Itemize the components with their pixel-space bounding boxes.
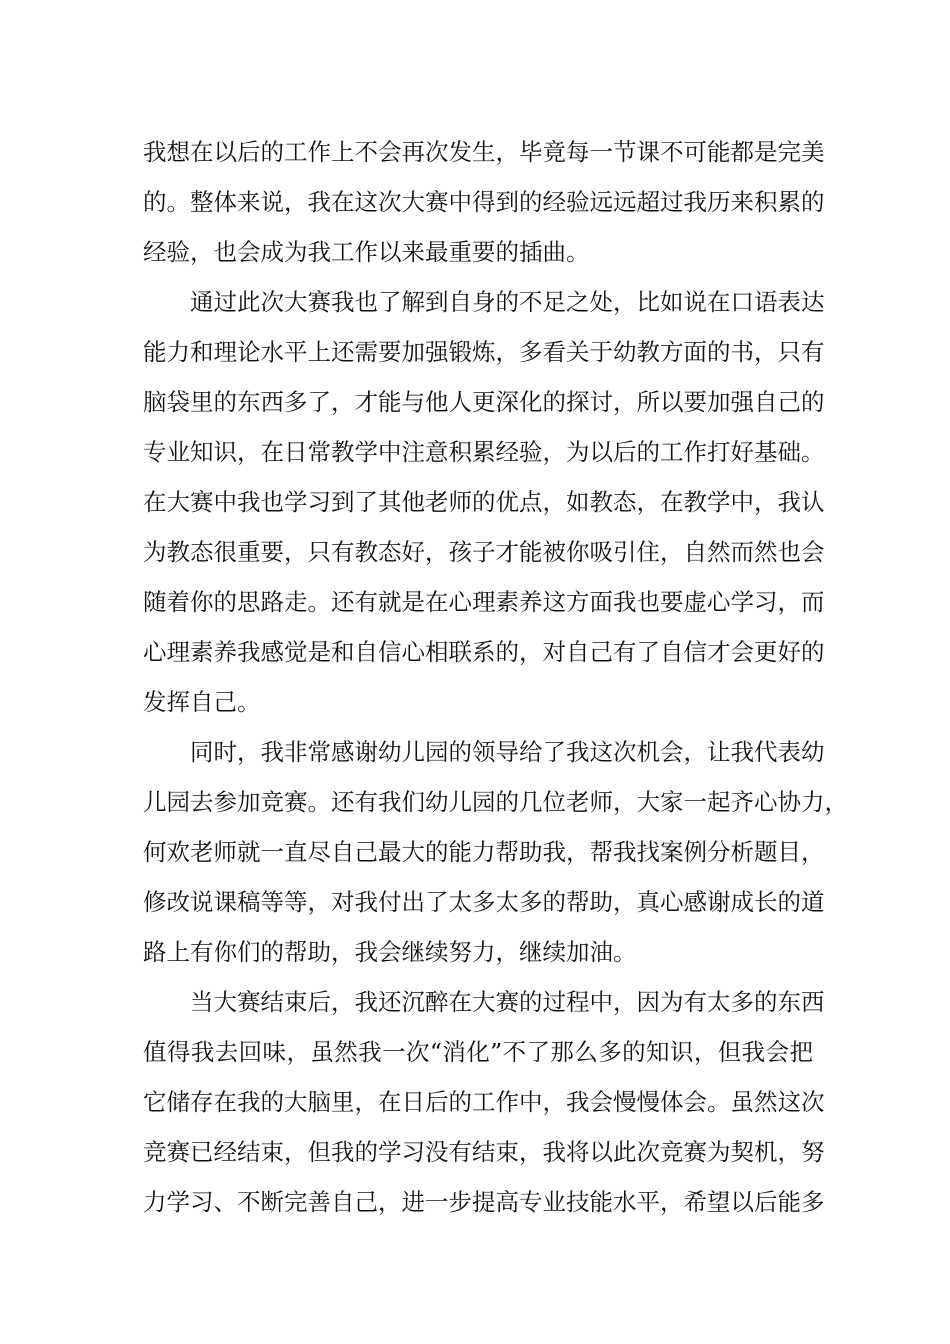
text-line: 经验，也会成为我工作以来最重要的插曲。 (143, 238, 590, 266)
text-line: 路上有你们的帮助，我会继续努力，继续加油。 (143, 938, 637, 966)
text-line: 发挥自己。 (143, 688, 261, 716)
paragraph-first-line: 通过此次大赛我也了解到自身的不足之处，比如说在口语表达 (190, 288, 825, 316)
text-line: 为教态很重要，只有教态好，孩子才能被你吸引住，自然而然也会 (143, 538, 825, 566)
text-line: 能力和理论水平上还需要加强锻炼，多看关于幼教方面的书，只有 (143, 338, 825, 366)
text-line: 值得我去回味，虽然我一次“消化”不了那么多的知识，但我会把 (143, 1038, 813, 1066)
text-line: 何欢老师就一直尽自己最大的能力帮助我，帮我找案例分析题目， (143, 838, 825, 866)
text-line: 脑袋里的东西多了，才能与他人更深化的探讨，所以要加强自己的 (143, 388, 825, 416)
text-line: 它储存在我的大脑里，在日后的工作中，我会慢慢体会。虽然这次 (143, 1088, 825, 1116)
paragraph-first-line: 当大赛结束后，我还沉醉在大赛的过程中，因为有太多的东西 (190, 988, 825, 1016)
text-line: 在大赛中我也学习到了其他老师的优点，如教态，在教学中，我认 (143, 488, 825, 516)
text-line: 专业知识，在日常教学中注意积累经验，为以后的工作打好基础。 (143, 438, 825, 466)
text-line: 的。整体来说，我在这次大赛中得到的经验远远超过我历来积累的 (143, 188, 825, 216)
text-line: 竞赛已经结束，但我的学习没有结束，我将以此次竞赛为契机，努 (143, 1138, 825, 1166)
text-line: 心理素养我感觉是和自信心相联系的，对自己有了自信才会更好的 (143, 638, 825, 666)
text-line: 力学习、不断完善自己，进一步提高专业技能水平，希望以后能多 (143, 1188, 825, 1216)
text-line: 修改说课稿等等，对我付出了太多太多的帮助，真心感谢成长的道 (143, 888, 825, 916)
text-line: 随着你的思路走。还有就是在心理素养这方面我也要虚心学习，而 (143, 588, 825, 616)
text-line: 我想在以后的工作上不会再次发生，毕竟每一节课不可能都是完美 (143, 138, 825, 166)
text-line: 儿园去参加竞赛。还有我们幼儿园的几位老师，大家一起齐心协力， (143, 788, 848, 816)
paragraph-first-line: 同时，我非常感谢幼儿园的领导给了我这次机会，让我代表幼 (190, 738, 825, 766)
